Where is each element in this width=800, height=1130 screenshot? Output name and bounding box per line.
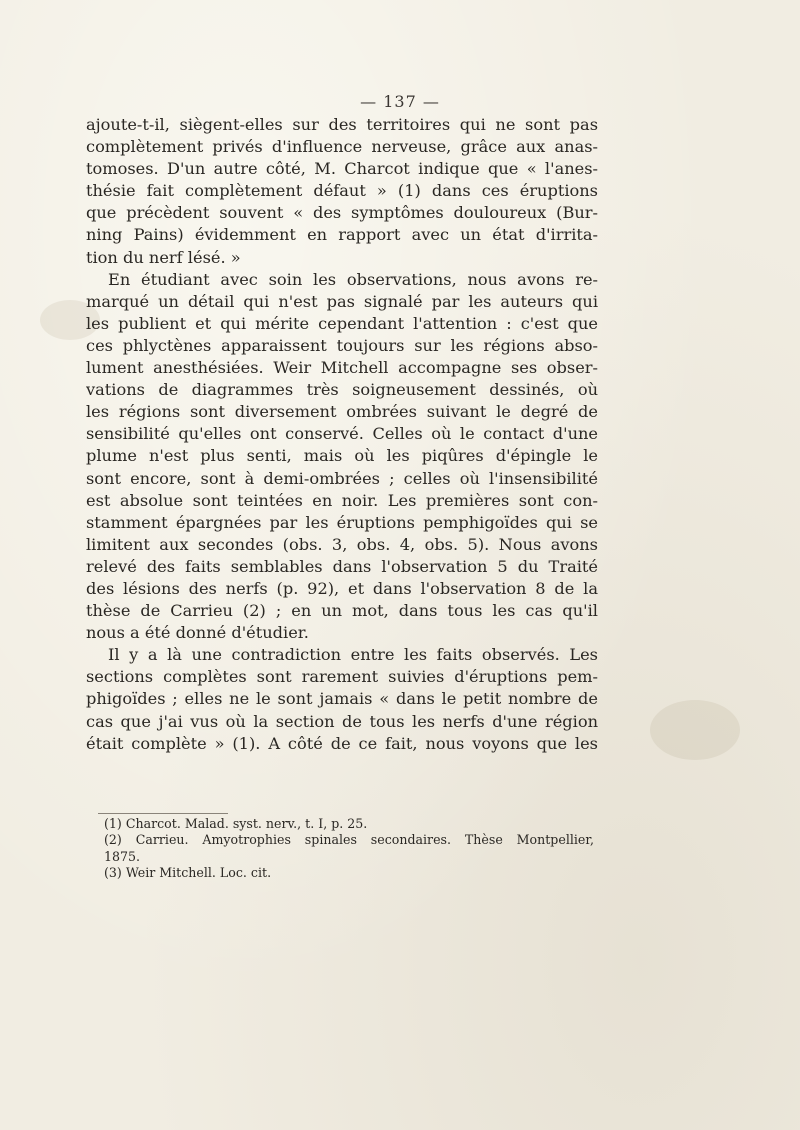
footnote: 1875.: [104, 848, 141, 864]
text-line: marqué un détail qui n'est pas signalé par les auteurs qui: [86, 291, 598, 311]
text-line: relevé des faits semblables dans l'observation 5 du Traité: [86, 556, 598, 576]
text-line: des lésions des nerfs (p. 92), et dans l'observation 8 de la: [86, 578, 598, 598]
text-line: Il y a là une contradiction entre les faits observés. Les: [108, 645, 598, 665]
body-text: [86, 114, 598, 755]
text-line: complètement privés d'influence nerveuse, grâce aux anas-: [86, 137, 598, 157]
text-line: nous a été donné d'étudier.: [86, 623, 309, 643]
footnotes: [104, 816, 594, 882]
footnote: (2) Carrieu. Amyotrophies spinales secondaires. Thèse Montpellier,: [104, 832, 594, 848]
text-line: était complète » (1). A côté de ce fait, nous voyons que les: [86, 733, 598, 753]
text-line: phigoïdes ; elles ne le sont jamais « dans le petit nombre de: [86, 689, 598, 709]
text-line: est absolue sont teintées en noir. Les premières sont con-: [86, 490, 598, 510]
text-line: les régions sont diversement ombrées suivant le degré de: [86, 402, 598, 422]
footnote: (1) Charcot. Malad. syst. nerv., t. I, p. 25.: [104, 816, 368, 831]
text-line: plume n'est plus senti, mais où les piqûres d'épingle le: [86, 446, 598, 466]
text-line: ning Pains) évidemment en rapport avec un état d'irrita-: [86, 225, 598, 245]
text-line: stamment épargnées par les éruptions pemphigoïdes qui se: [86, 512, 598, 532]
text-line: sections complètes sont rarement suivies d'éruptions pem-: [86, 667, 598, 687]
footnote: (3) Weir Mitchell. Loc. cit.: [104, 865, 272, 881]
text-line: thésie fait complètement défaut » (1) dans ces éruptions: [86, 181, 598, 201]
paper-stain: [650, 700, 740, 760]
text-line: sont encore, sont à demi-ombrées ; celles où l'insensibilité: [86, 468, 598, 488]
text-line: sensibilité qu'elles ont conservé. Celles où le contact d'une: [86, 424, 598, 444]
text-line: que précèdent souvent « des symptômes douloureux (Bur-: [86, 203, 598, 223]
text-line: ces phlyctènes apparaissent toujours sur les régions abso-: [86, 335, 598, 355]
page-number: — 137 —: [360, 92, 440, 111]
text-line: En étudiant avec soin les observations, nous avons re-: [108, 269, 598, 289]
text-line: limitent aux secondes (obs. 3, obs. 4, obs. 5). Nous avons: [86, 534, 598, 554]
text-line: lument anesthésiées. Weir Mitchell accompagne ses obser-: [86, 358, 598, 378]
footnote-divider: [98, 813, 228, 814]
text-line: ajoute-t-il, siègent-elles sur des territoires qui ne sont pas: [86, 115, 598, 134]
text-line: cas que j'ai vus où la section de tous les nerfs d'une région: [86, 711, 598, 731]
text-line: les publient et qui mérite cependant l'attention : c'est que: [86, 313, 598, 333]
text-line: thèse de Carrieu (2) ; en un mot, dans tous les cas qu'il: [86, 601, 598, 621]
text-line: tomoses. D'un autre côté, M. Charcot indique que « l'anes-: [86, 159, 598, 179]
text-line: vations de diagrammes très soigneusement dessinés, où: [86, 380, 598, 400]
text-line: tion du nerf lésé. »: [86, 247, 241, 267]
